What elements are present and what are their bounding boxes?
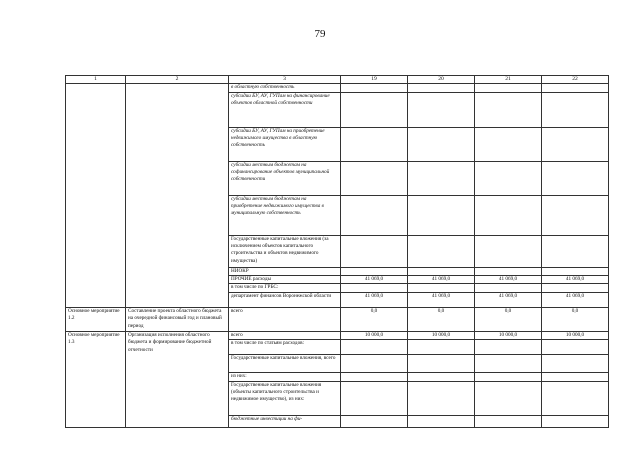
value-cell (341, 235, 408, 267)
value-cell (341, 127, 408, 161)
value-cell (408, 235, 475, 267)
value-cell (408, 415, 475, 427)
page-number: 79 (314, 28, 326, 40)
value-cell: 0,0 (408, 307, 475, 331)
value-cell (475, 235, 542, 267)
activity-cell: Основное мероприятие 1.3 (66, 331, 126, 427)
value-cell (542, 235, 609, 267)
value-cell: 0,0 (475, 307, 542, 331)
value-cell (475, 84, 542, 92)
value-cell: 10 000,0 (408, 331, 475, 339)
activity-cell (66, 84, 126, 308)
value-cell (341, 92, 408, 127)
value-cell: 41 069,0 (408, 292, 475, 307)
header-cell: 19 (341, 76, 408, 84)
value-cell: 41 069,0 (475, 276, 542, 284)
item-cell: из них: (229, 373, 341, 381)
table-row (66, 84, 609, 92)
description-cell: Составление проекта областного бюджета на очередной финансовый год и плановый период (126, 307, 229, 331)
value-cell: 10 000,0 (341, 331, 408, 339)
value-cell (542, 161, 609, 195)
value-cell (341, 373, 408, 381)
item-cell: НИОКР (229, 267, 341, 275)
value-cell (475, 355, 542, 373)
value-cell: 41 069,0 (408, 276, 475, 284)
item-cell: ПРОЧИЕ расходы (229, 276, 341, 284)
value-cell (475, 415, 542, 427)
value-cell: 0,0 (341, 307, 408, 331)
header-cell: 1 (66, 76, 126, 84)
value-cell (542, 355, 609, 373)
activity-cell: Основное мероприятие 1.2 (66, 307, 126, 331)
value-cell (542, 84, 609, 92)
value-cell (475, 127, 542, 161)
item-cell: департамент финансов Воронежской области (229, 292, 341, 307)
value-cell (341, 340, 408, 355)
item-cell: Государственные капитальные вложения (за исключением объектов капитального строительства и объектов недвижимого имущества) (229, 235, 341, 267)
value-cell (408, 381, 475, 415)
item-cell: Государственные капитальные вложения (объекты капитального строительства и недвижимое имущество), из них: (229, 381, 341, 415)
value-cell: 41 069,0 (475, 292, 542, 307)
value-cell (341, 84, 408, 92)
table-row (66, 331, 609, 339)
header-cell: 22 (542, 76, 609, 84)
value-cell (408, 127, 475, 161)
value-cell (542, 92, 609, 127)
value-cell (341, 195, 408, 235)
value-cell (408, 284, 475, 292)
value-cell (341, 355, 408, 373)
value-cell (542, 373, 609, 381)
item-cell: в том числе по ГРБС: (229, 284, 341, 292)
value-cell: 41 069,0 (341, 276, 408, 284)
value-cell (408, 195, 475, 235)
item-cell: субсидии БУ, АУ, ГУПам на приобретение недвижимого имущества в областную собственность (229, 127, 341, 161)
value-cell (408, 84, 475, 92)
value-cell (408, 267, 475, 275)
value-cell (542, 267, 609, 275)
value-cell (341, 161, 408, 195)
header-cell: 21 (475, 76, 542, 84)
value-cell (475, 267, 542, 275)
value-cell: 10 000,0 (475, 331, 542, 339)
value-cell (475, 284, 542, 292)
value-cell (542, 195, 609, 235)
item-cell: всего (229, 307, 341, 331)
header-cell: 20 (408, 76, 475, 84)
value-cell: 10 000,0 (542, 331, 609, 339)
description-cell (126, 84, 229, 308)
value-cell (408, 340, 475, 355)
table-row (66, 307, 609, 331)
value-cell (542, 284, 609, 292)
value-cell (408, 373, 475, 381)
value-cell (408, 161, 475, 195)
value-cell (542, 381, 609, 415)
value-cell (542, 415, 609, 427)
value-cell (341, 267, 408, 275)
value-cell (341, 381, 408, 415)
item-cell: в областную собственность (229, 84, 341, 92)
item-cell: в том числе по статьям расходов: (229, 340, 341, 355)
header-cell: 2 (126, 76, 229, 84)
item-cell: субсидии БУ, АУ, ГУПам на финансирование объектов областной собственности (229, 92, 341, 127)
header-cell: 3 (229, 76, 341, 84)
value-cell (475, 373, 542, 381)
value-cell (542, 127, 609, 161)
value-cell (408, 92, 475, 127)
item-cell: субсидии местным бюджетам на приобретение недвижимого имущества в муниципальную собственность (229, 195, 341, 235)
value-cell (475, 340, 542, 355)
item-cell: Государственные капитальные вложения, всего (229, 355, 341, 373)
value-cell (475, 92, 542, 127)
value-cell: 41 069,0 (341, 292, 408, 307)
value-cell (408, 355, 475, 373)
value-cell (341, 415, 408, 427)
value-cell (475, 161, 542, 195)
value-cell (475, 381, 542, 415)
value-cell (475, 195, 542, 235)
value-cell (542, 340, 609, 355)
header-row (66, 76, 609, 84)
value-cell: 0,0 (542, 307, 609, 331)
value-cell: 41 069,0 (542, 276, 609, 284)
item-cell: всего (229, 331, 341, 339)
value-cell: 41 069,0 (542, 292, 609, 307)
value-cell (341, 284, 408, 292)
item-cell: субсидии местным бюджетам на софинансирование объектов муниципальной собственности (229, 161, 341, 195)
description-cell: Организация исполнения областного бюджета и формирование бюджетной отчетности (126, 331, 229, 427)
budget-table (65, 75, 609, 428)
item-cell: бюджетные инвестиции на фи- (229, 415, 341, 427)
